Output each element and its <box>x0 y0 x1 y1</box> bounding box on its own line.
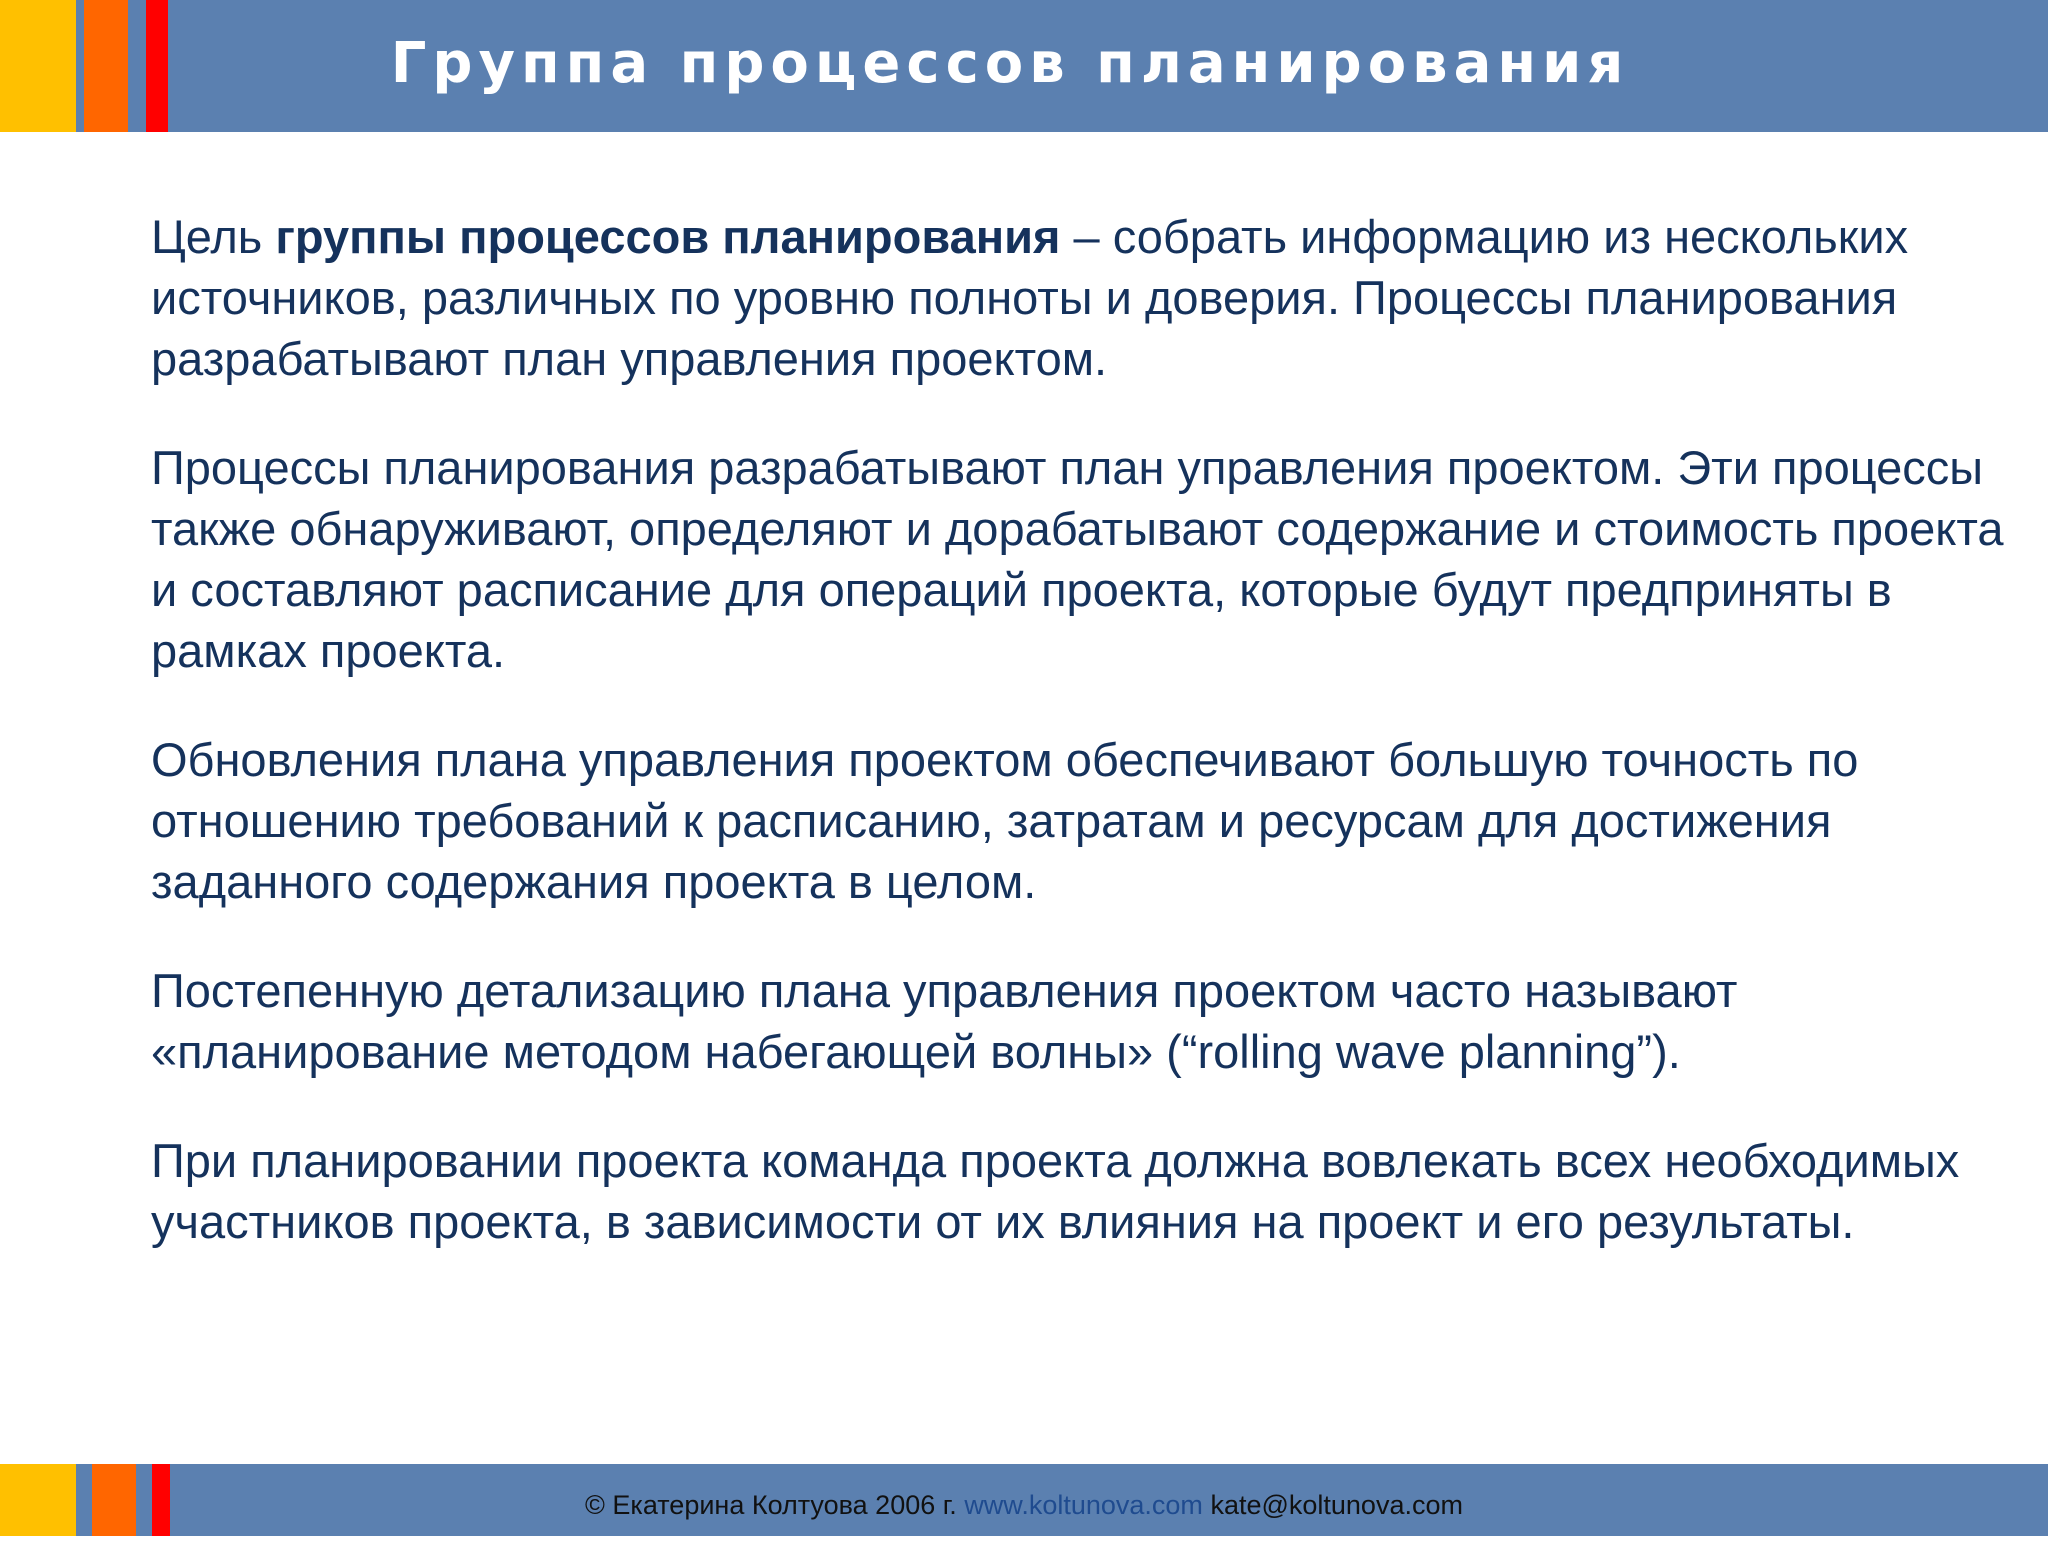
header-bar <box>0 0 2048 132</box>
header-stripe-orange <box>84 0 128 132</box>
footer-website-link[interactable]: www.koltunova.com <box>964 1490 1203 1520</box>
paragraph-planning-processes: Процессы планирования разрабатывают план управления проектом. Эти процессы также обнаруживают, определяют и дорабатывают содержание и стоимость проекта и составляют расписание для операций проекта, которые будут предприняты в рамках проекта. <box>151 441 2004 677</box>
paragraph-goal-suffix: – собрать информацию из нескольких источников, различных по уровню полноты и доверия. Процессы планирования разрабатывают план управления проектом. <box>151 210 1909 385</box>
header-stripe-red <box>146 0 168 132</box>
paragraph-team-involvement: При планировании проекта команда проекта должна вовлекать всех необходимых участников проекта, в зависимости от их влияния на проект и его результаты. <box>151 1134 1960 1248</box>
footer-email[interactable]: kate@koltunova.com <box>1210 1490 1463 1520</box>
header-stripe-yellow <box>0 0 76 132</box>
paragraph-plan-updates: Обновления плана управления проектом обеспечивают большую точность по отношению требований к расписанию, затратам и ресурсам для достижения заданного содержания проекта в целом. <box>151 733 1859 908</box>
paragraph-goal-prefix: Цель <box>151 210 276 263</box>
footer-copyright: © Екатерина Колтуова 2006 г. <box>585 1490 957 1520</box>
paragraph-goal <box>151 206 2011 389</box>
footer-credits <box>0 1464 2048 1536</box>
slide-title: Группа процессов планирования <box>390 31 1630 96</box>
slide-body <box>151 206 2011 1300</box>
paragraph-goal-bold: группы процессов планирования <box>275 210 1061 263</box>
footer-bar <box>0 1464 2048 1536</box>
paragraph-rolling-wave: Постепенную детализацию плана управления проектом часто называют «планирование методом набегающей волны» (“rolling wave planning”). <box>151 964 1738 1078</box>
